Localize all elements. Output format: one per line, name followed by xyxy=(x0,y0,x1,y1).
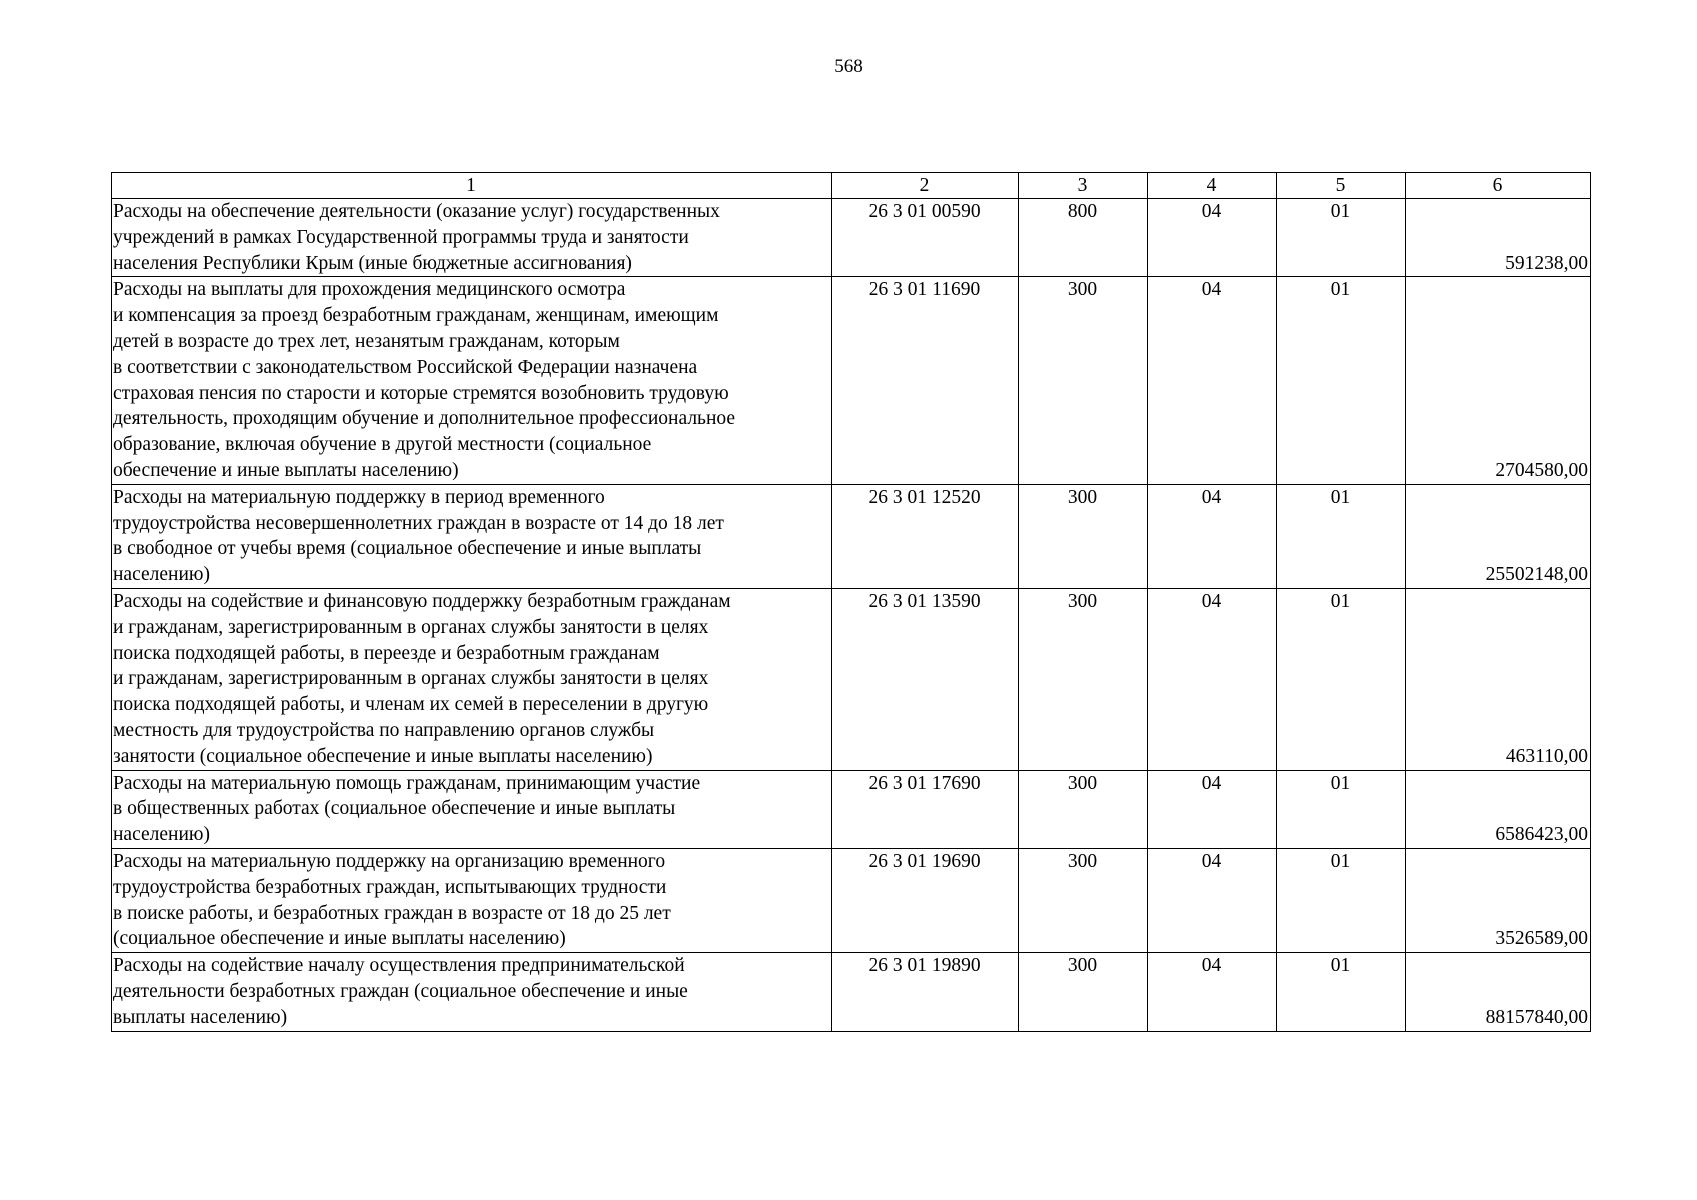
description-line: Расходы на содействие началу осуществления предпринимательской xyxy=(113,955,685,977)
description-line: деятельность, проходящим обучение и дополнительное профессиональное xyxy=(113,408,736,430)
expense-description xyxy=(112,484,832,588)
target-article-code: 26 3 01 19890 xyxy=(832,953,1019,1031)
description-line: (социальное обеспечение и иные выплаты населению) xyxy=(113,928,566,950)
expense-type-code: 300 xyxy=(1019,484,1148,588)
description-line: Расходы на обеспечение деятельности (оказание услуг) государственных xyxy=(113,201,720,222)
budget-table-body xyxy=(112,173,1591,1032)
subsection-code: 01 xyxy=(1277,770,1406,848)
description-line: населению) xyxy=(113,564,210,586)
description-line: в соответствии с законодательством Российской Федерации назначена xyxy=(113,356,698,378)
expense-description xyxy=(112,770,832,848)
description-line: трудоустройства несовершеннолетних граждан в возрасте от 14 до 18 лет xyxy=(113,512,724,534)
expense-description xyxy=(112,199,832,277)
table-row xyxy=(112,588,1591,770)
target-article-code: 26 3 01 19690 xyxy=(832,848,1019,952)
section-code: 04 xyxy=(1148,588,1277,770)
description-line: обеспечение и иные выплаты населению) xyxy=(113,459,459,481)
table-row xyxy=(112,484,1591,588)
description-line: Расходы на выплаты для прохождения медицинского осмотра xyxy=(113,279,626,301)
table-header-row xyxy=(112,173,1591,199)
description-line: Расходы на материальную поддержку в период временного xyxy=(113,486,605,508)
header-cell-3: 3 xyxy=(1019,173,1148,199)
description-line: и компенсация за проезд безработным гражданам, женщинам, имеющим xyxy=(113,305,719,327)
description-line: поиска подходящей работы, и членам их семей в переселении в другую xyxy=(113,694,709,716)
expense-type-code: 300 xyxy=(1019,848,1148,952)
header-cell-5: 5 xyxy=(1277,173,1406,199)
description-line: Расходы на материальную поддержку на организацию временного xyxy=(113,850,666,872)
expense-type-code: 800 xyxy=(1019,199,1148,277)
description-line: детей в возрасте до трех лет, незанятым гражданам, которым xyxy=(113,330,620,352)
amount-value: 3526589,00 xyxy=(1406,848,1591,952)
header-cell-2: 2 xyxy=(832,173,1019,199)
subsection-code: 01 xyxy=(1277,953,1406,1031)
description-line: Расходы на материальную помощь гражданам, принимающим участие xyxy=(113,772,701,794)
subsection-code: 01 xyxy=(1277,848,1406,952)
page-number: 568 xyxy=(834,56,863,77)
section-code: 04 xyxy=(1148,953,1277,1031)
target-article-code: 26 3 01 13590 xyxy=(832,588,1019,770)
description-line: в общественных работах (социальное обеспечение и иные выплаты xyxy=(113,798,676,820)
header-cell-1: 1 xyxy=(112,173,832,199)
section-code: 04 xyxy=(1148,277,1277,484)
subsection-code: 01 xyxy=(1277,588,1406,770)
section-code: 04 xyxy=(1148,199,1277,277)
expense-type-code: 300 xyxy=(1019,588,1148,770)
expense-description xyxy=(112,848,832,952)
amount-value: 6586423,00 xyxy=(1406,770,1591,848)
section-code: 04 xyxy=(1148,770,1277,848)
target-article-code: 26 3 01 12520 xyxy=(832,484,1019,588)
expense-description xyxy=(112,588,832,770)
target-article-code: 26 3 01 00590 xyxy=(832,199,1019,277)
header-cell-6: 6 xyxy=(1406,173,1591,199)
expense-type-code: 300 xyxy=(1019,953,1148,1031)
description-line: страховая пенсия по старости и которые стремятся возобновить трудовую xyxy=(113,382,729,404)
expense-description xyxy=(112,953,832,1031)
table-row xyxy=(112,848,1591,952)
subsection-code: 01 xyxy=(1277,199,1406,277)
description-line: деятельности безработных граждан (социальное обеспечение и иные xyxy=(113,980,688,1002)
expense-type-code: 300 xyxy=(1019,770,1148,848)
table-row xyxy=(112,953,1591,1031)
description-line: образование, включая обучение в другой местности (социальное xyxy=(113,434,652,456)
subsection-code: 01 xyxy=(1277,277,1406,484)
description-line: в свободное от учебы время (социальное обеспечение и иные выплаты xyxy=(113,538,702,560)
table-row xyxy=(112,277,1591,484)
description-line: и гражданам, зарегистрированным в органах службы занятости в целях xyxy=(113,668,709,690)
description-line: населения Республики Крым (иные бюджетные ассигнования) xyxy=(113,252,632,274)
target-article-code: 26 3 01 11690 xyxy=(832,277,1019,484)
amount-value: 25502148,00 xyxy=(1406,484,1591,588)
description-line: в поиске работы, и безработных граждан в возрасте от 18 до 25 лет xyxy=(113,902,671,924)
description-line: выплаты населению) xyxy=(113,1006,288,1028)
section-code: 04 xyxy=(1148,848,1277,952)
amount-value: 463110,00 xyxy=(1406,588,1591,770)
description-line: населению) xyxy=(113,824,210,846)
description-line: и гражданам, зарегистрированным в органах службы занятости в целях xyxy=(113,616,709,638)
amount-value: 2704580,00 xyxy=(1406,277,1591,484)
expense-type-code: 300 xyxy=(1019,277,1148,484)
description-line: Расходы на содействие и финансовую поддержку безработным гражданам xyxy=(113,590,731,612)
budget-table xyxy=(111,172,1591,1032)
description-line: учреждений в рамках Государственной программы труда и занятости xyxy=(113,226,689,248)
target-article-code: 26 3 01 17690 xyxy=(832,770,1019,848)
section-code: 04 xyxy=(1148,484,1277,588)
description-line: трудоустройства безработных граждан, испытывающих трудности xyxy=(113,876,667,898)
table-row xyxy=(112,770,1591,848)
description-line: поиска подходящей работы, в переезде и безработным гражданам xyxy=(113,642,660,664)
expense-description xyxy=(112,277,832,484)
header-cell-4: 4 xyxy=(1148,173,1277,199)
amount-value: 88157840,00 xyxy=(1406,953,1591,1031)
amount-value: 591238,00 xyxy=(1406,199,1591,277)
table-row xyxy=(112,199,1591,277)
description-line: местность для трудоустройства по направлению органов службы xyxy=(113,719,655,741)
description-line: занятости (социальное обеспечение и иные выплаты населению) xyxy=(113,745,653,767)
subsection-code: 01 xyxy=(1277,484,1406,588)
